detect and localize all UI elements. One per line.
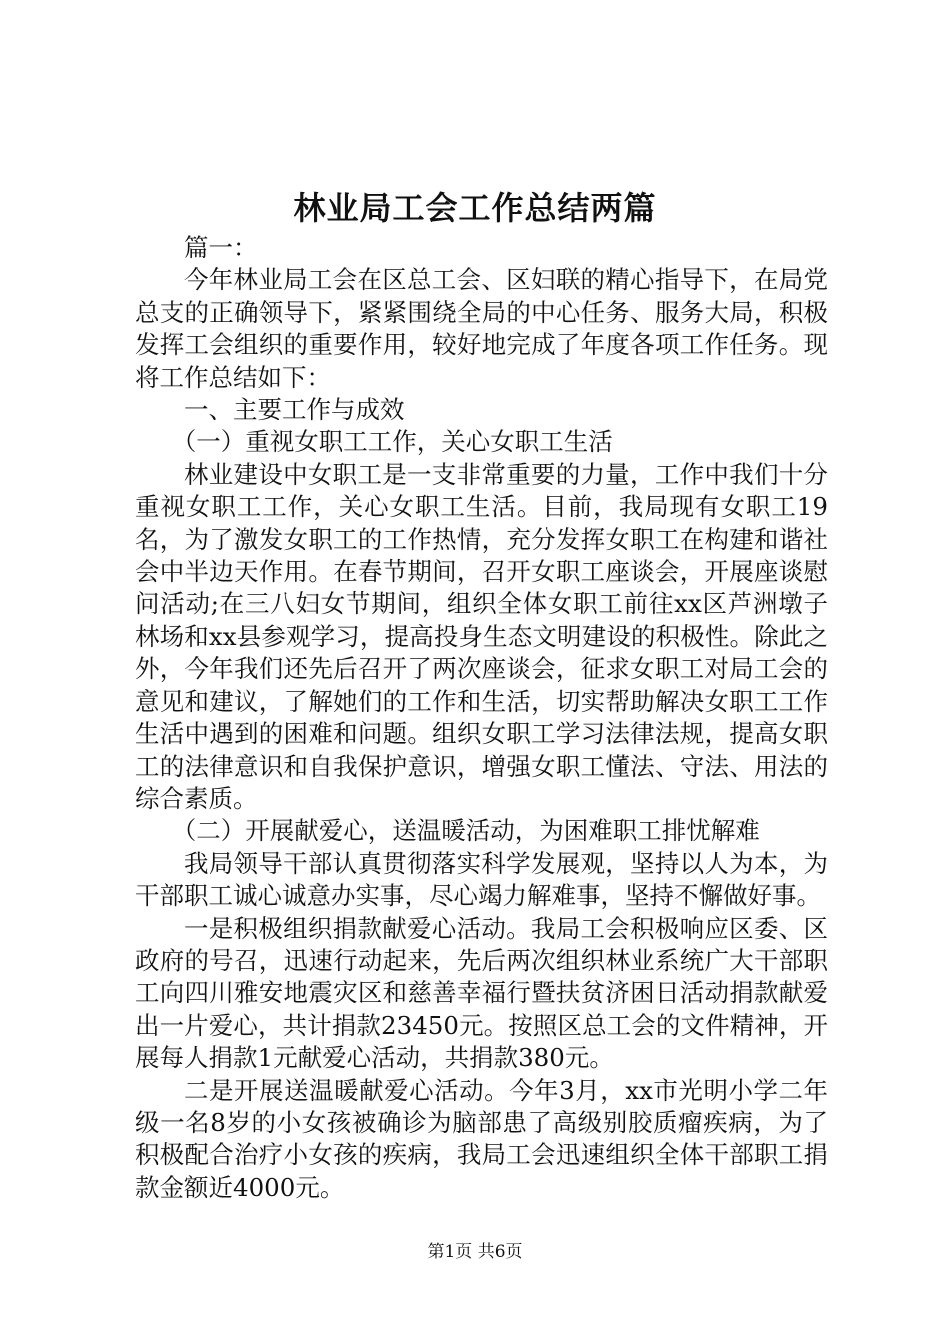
paragraph-send-warmth: 二是开展送温暖献爱心活动。今年3月，xx市光明小学二年级一名8岁的小女孩被确诊为脑部患了高级别胶质瘤疾病，为了积极配合治疗小女孩的疾病，我局工会迅速组织全体干部职工捐款金额近4000元。	[135, 1075, 828, 1202]
paragraph-donations: 一是积极组织捐款献爱心活动。我局工会积极响应区委、区政府的号召，迅速行动起来，先后两次组织林业系统广大干部职工向四川雅安地震灾区和慈善幸福行暨扶贫济困日活动捐款献爱出一片爱心，共计捐款23450元。按照区总工会的文件精神，开展每人捐款1元献爱心活动，共捐款380元。	[135, 913, 828, 1073]
intro-paragraph: 今年林业局工会在区总工会、区妇联的精心指导下，在局党总支的正确领导下，紧紧围绕全局的中心任务、服务大局，积极发挥工会组织的重要作用，较好地完成了年度各项工作任务。现将工作总结如下：	[135, 265, 828, 392]
page-footer: 第1页 共6页	[427, 1242, 523, 1262]
section-label: 篇一：	[184, 233, 258, 262]
paragraph-women-workers: 林业建设中女职工是一支非常重要的力量，工作中我们十分重视女职工工作，关心女职工生活。目前，我局现有女职工19名，为了激发女职工的工作热情，充分发挥女职工在构建和谐社会中半边天作用。在春节期间，召开女职工座谈会，开展座谈慰问活动;在三八妇女节期间，组织全体女职工前往xx区芦洲墩子林场和xx县参观学习，提高投身生态文明建设的积极性。除此之外，今年我们还先后召开了两次座谈会，征求女职工对局工会的意见和建议，了解她们的工作和生活，切实帮助解决女职工工作生活中遇到的困难和问题。组织女职工学习法律法规，提高女职工的法律意识和自我保护意识，增强女职工懂法、守法、用法的综合素质。	[135, 459, 828, 813]
document-title: 林业局工会工作总结两篇	[293, 189, 657, 227]
heading-main-work: 一、主要工作与成效	[184, 395, 405, 425]
paragraph-leadership: 我局领导干部认真贯彻落实科学发展观，坚持以人为本，为干部职工诚心诚意办实事，尽心竭力解难事，坚持不懈做好事。	[135, 848, 828, 911]
document-body	[135, 232, 828, 1204]
subheading-women-workers: （一）重视女职工工作，关心女职工生活	[171, 427, 613, 457]
subheading-warmth-activities: （二）开展献爱心，送温暖活动，为困难职工排忧解难	[171, 816, 760, 846]
